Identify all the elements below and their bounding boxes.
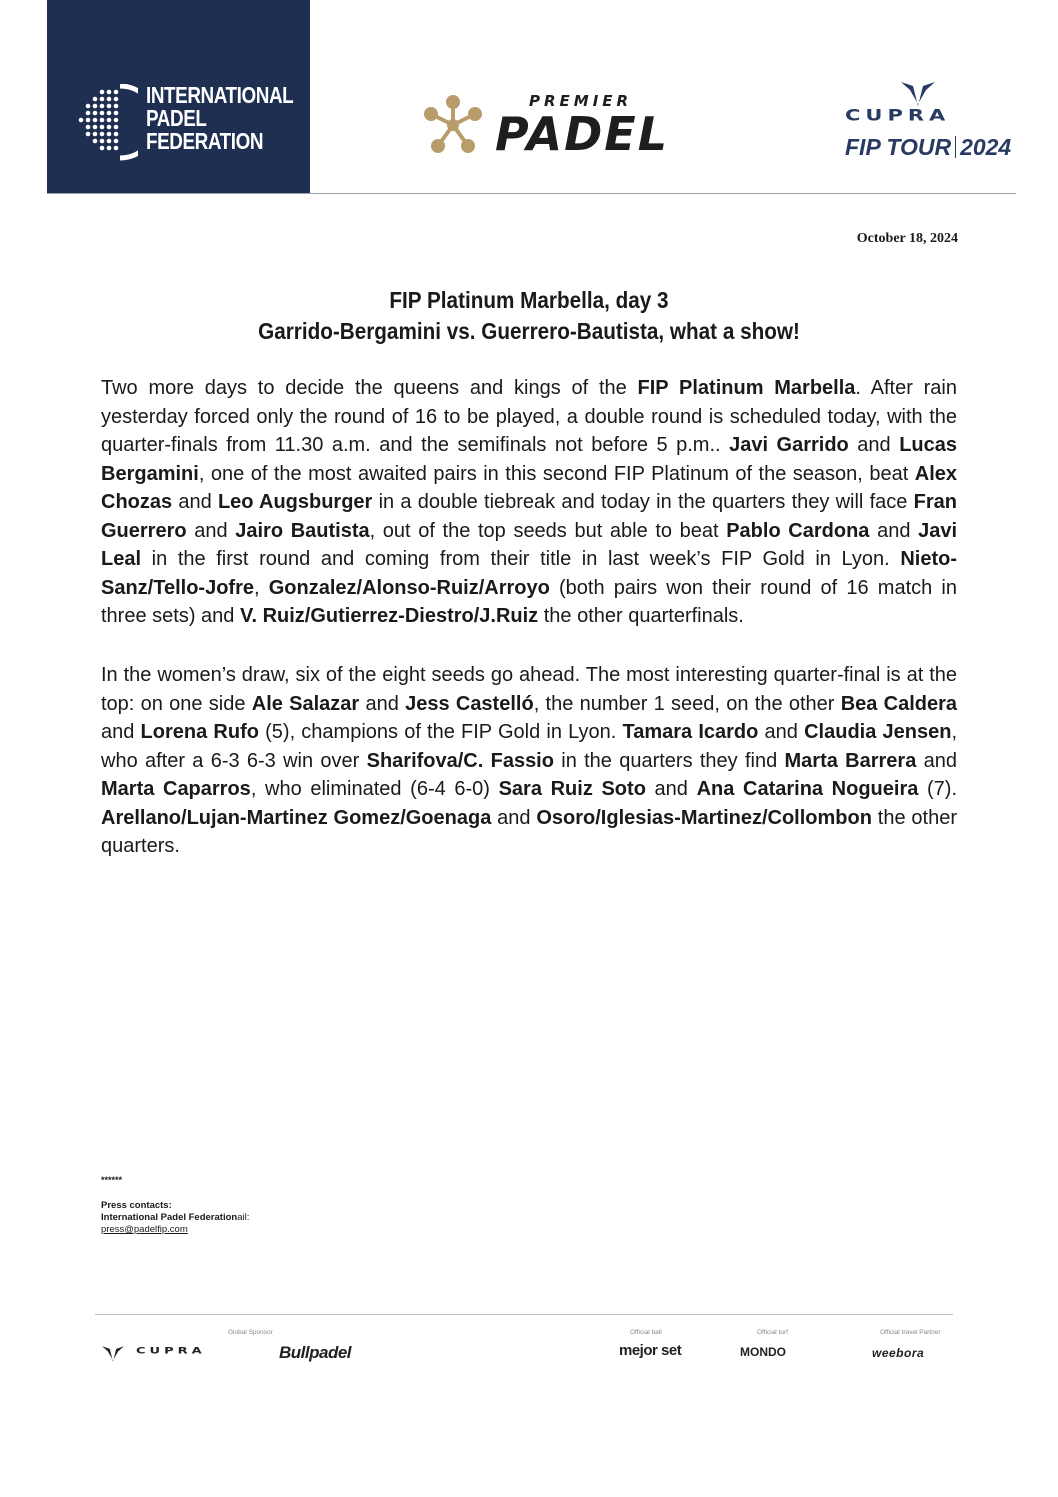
bold-name-run: Marta Barrera — [784, 749, 917, 772]
padel-wordmark: PADEL — [495, 107, 670, 161]
text-run: in a double tiebreak and today in the quarters they will face — [372, 491, 914, 513]
bold-name-run: Sharifova/C. Fassio — [366, 749, 554, 772]
press-org-name: International Padel Federation — [101, 1212, 238, 1223]
text-run: in the first round and coming from their title in last week’s FIP Gold in Lyon. — [141, 548, 901, 570]
bold-name-run: Lorena Rufo — [140, 721, 259, 743]
text-run: and — [916, 749, 957, 772]
premier-padel-flower-icon — [418, 92, 488, 158]
bold-name-run: Javi Leal — [101, 519, 958, 570]
text-run: (both pairs won their round of 16 match in three sets) and — [101, 576, 957, 627]
text-run: , out of the top seeds but able to beat — [369, 519, 727, 542]
press-contacts-org — [101, 1212, 249, 1224]
press-release-title — [53, 285, 1005, 347]
text-run: and — [645, 778, 697, 800]
text-run: and — [186, 519, 236, 542]
bold-name-run: Bea Caldera — [840, 692, 958, 715]
weebora-sponsor-logo: weebora — [872, 1346, 925, 1360]
bold-name-run: Nieto-Sanz/Tello-Jofre — [101, 548, 957, 599]
text-run: and — [359, 692, 406, 715]
caption-official-travel: Official travel Partner — [880, 1329, 941, 1336]
text-run: , the number 1 seed, on the other — [533, 692, 841, 715]
bold-name-run: Javi Garrido — [729, 434, 849, 456]
text-run: In the women’s draw, six of the eight seeds go ahead. The most interesting quarter-final is at the top: on one side — [101, 664, 957, 715]
cupra-sponsor-logo: CUPRA — [136, 1346, 206, 1357]
cupra-emblem-icon — [899, 80, 937, 108]
bold-name-run: Ana Catarina Nogueira — [696, 778, 919, 800]
text-run: in the quarters they find — [553, 749, 785, 772]
bold-name-run: Sara Ruiz Soto — [498, 778, 646, 800]
text-run: and — [758, 721, 805, 743]
premier-label: PREMIER — [529, 92, 633, 110]
text-run: Two more days to decide the queens and kings of the — [101, 377, 638, 399]
text-run: the other quarterfinals. — [538, 605, 744, 627]
ifp-line-1: INTERNATIONAL — [146, 82, 294, 108]
ifp-line-3: FEDERATION — [146, 128, 264, 154]
bold-name-run: Jairo Bautista — [235, 519, 370, 542]
text-run: , — [254, 576, 269, 599]
press-email-link[interactable]: press@padelfip.com — [101, 1224, 188, 1235]
bold-name-run: Lucas Bergamini — [101, 434, 958, 485]
caption-official-ball: Official ball — [630, 1329, 662, 1336]
body-paragraph-men — [101, 374, 957, 631]
caption-global-sponsor: Global Sponsor — [228, 1329, 273, 1336]
text-run: , who eliminated (6-4 6-0) — [250, 778, 499, 800]
bold-name-run: Fran Guerrero — [101, 491, 957, 542]
fip-tour-label — [845, 134, 1011, 161]
bold-name-run: Jess Castelló — [405, 692, 534, 715]
tour-name: FIP TOUR — [845, 134, 952, 160]
text-run: and — [869, 519, 919, 542]
bold-name-run: Gonzalez/Alonso-Ruiz/Arroyo — [268, 576, 550, 599]
text-run: and — [172, 491, 218, 513]
bold-name-run: Alex Chozas — [101, 462, 957, 513]
bold-name-run: Tamara Icardo — [622, 721, 759, 743]
text-run: . After rain yesterday forced only the round of 16 to be played, a double round is scheduled today, with the quarter-finals from 11.30 a.m. and the semifinals not before 5 p.m.. — [101, 377, 957, 456]
title-line-1: FIP Platinum Marbella, day 3 — [389, 287, 669, 313]
bold-name-run: Pablo Cardona — [726, 519, 870, 542]
separator-stars: ****** — [101, 1175, 123, 1185]
caption-official-turf: Official turf — [757, 1329, 788, 1336]
mondo-sponsor-logo: MONDO — [740, 1345, 786, 1359]
text-run: and — [101, 721, 141, 743]
text-run: and — [848, 434, 900, 456]
tour-separator — [955, 136, 956, 158]
ifp-ball-logo — [78, 84, 138, 162]
text-run: (7). — [918, 778, 958, 800]
text-run: the other quarters. — [101, 806, 957, 857]
bold-name-run: Ale Salazar — [251, 692, 360, 715]
press-contacts-label: Press contacts: — [101, 1200, 172, 1211]
cupra-wordmark: CUPRA — [845, 106, 951, 124]
bullpadel-sponsor-logo: Bullpadel — [279, 1343, 352, 1362]
sponsor-divider — [95, 1314, 953, 1315]
bold-name-run: Arellano/Lujan-Martinez Gomez/Goenaga — [101, 806, 492, 829]
body-paragraph-women — [101, 661, 957, 861]
bold-name-run: Claudia Jensen — [804, 721, 952, 743]
bold-name-run: Marta Caparros — [101, 778, 251, 800]
text-run: , one of the most awaited pairs in this second FIP Platinum of the season, beat — [198, 462, 915, 485]
bold-name-run: FIP Platinum Marbella — [637, 377, 856, 399]
text-run: , who after a 6-3 6-3 win over — [101, 721, 958, 772]
cupra-sponsor-emblem-icon — [100, 1345, 126, 1363]
bold-name-run: V. Ruiz/Gutierrez-Diestro/J.Ruiz — [239, 605, 539, 627]
press-release-date: October 18, 2024 — [856, 231, 958, 246]
mejorset-sponsor-logo: mejor set — [619, 1342, 682, 1359]
ifp-wordmark — [146, 84, 293, 153]
text-run: and — [491, 806, 537, 829]
ifp-line-2: PADEL — [146, 105, 207, 131]
title-line-2: Garrido-Bergamini vs. Guerrero-Bautista, what a show! — [258, 318, 800, 344]
tour-year: 2024 — [960, 134, 1012, 160]
press-org-suffix: ail: — [237, 1212, 250, 1223]
bold-name-run: Osoro/Iglesias-Martinez/Collombon — [536, 806, 872, 829]
press-contacts — [101, 1200, 249, 1236]
text-run: (5), champions of the FIP Gold in Lyon. — [258, 721, 623, 743]
header-divider — [47, 193, 1016, 194]
bold-name-run: Leo Augsburger — [217, 491, 373, 513]
